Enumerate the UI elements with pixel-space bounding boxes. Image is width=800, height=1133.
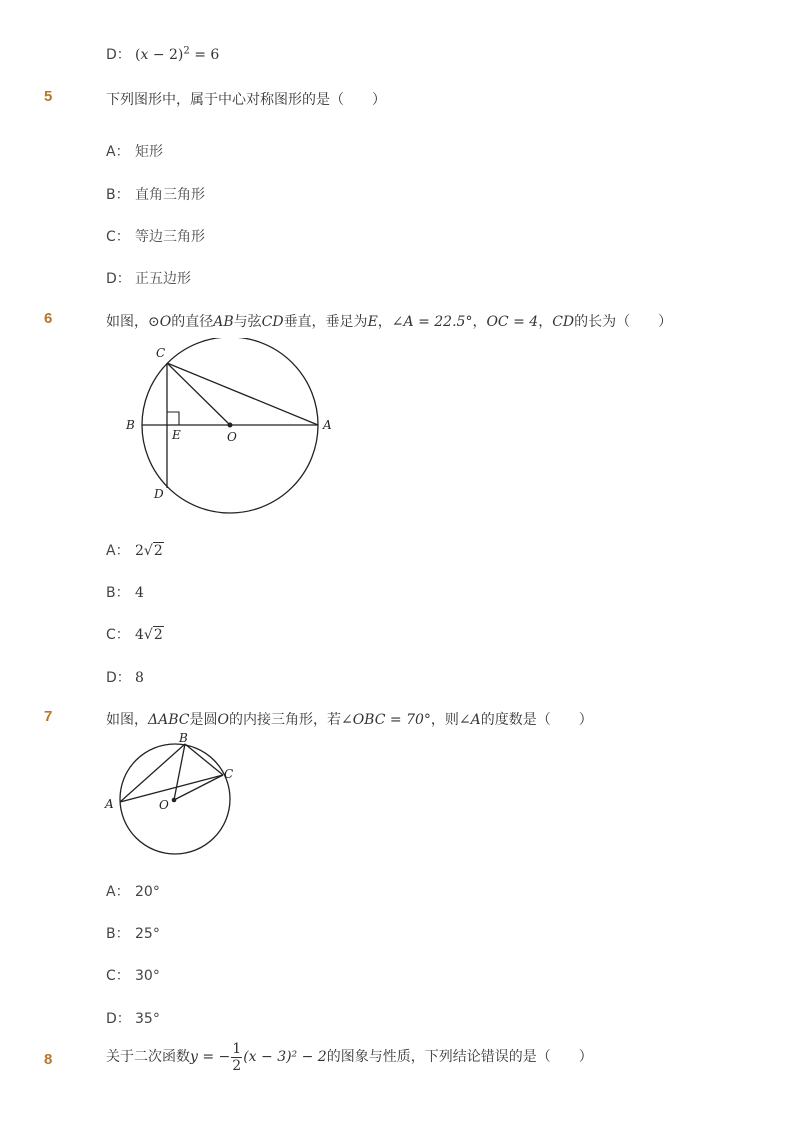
stem-text: 如图， [106,314,148,330]
option-key: A： [106,144,130,160]
stem-text: 的长为（ ） [574,314,673,330]
option-text: 正五边形 [135,271,191,287]
stem-math: E [367,314,378,330]
option-text: 4 [135,585,144,601]
option-key: D： [106,1011,131,1027]
label-b: B [126,418,135,432]
q6-option-b [106,582,144,602]
option-text: 20° [135,884,160,900]
segment-oc [174,775,223,800]
question-5-stem: 下列图形中，属于中心对称图形的是（ ） [106,92,386,108]
right-angle-mark [167,412,179,425]
stem-text: ， [538,314,553,330]
label-a: A [323,418,332,432]
option-text: 35° [135,1011,160,1027]
stem-text: 如图， [106,712,148,728]
option-formula: 2√2 [135,543,163,559]
segment-ac [167,363,318,425]
question-7-stem [106,709,593,729]
stem-math: ∠A [458,712,481,728]
option-text: 25° [135,926,160,942]
question-number-8: 8 [44,1051,53,1068]
option-key: D： [106,47,131,63]
coefficient: 4 [135,627,144,643]
stem-math: ΔABC [148,712,190,728]
segment-oc [167,363,230,425]
stem-text: ，则 [430,712,459,728]
label-b: B [179,731,188,745]
label-d: D [154,487,164,501]
option-text: 等边三角形 [135,229,205,245]
question-number-6: 6 [44,310,53,327]
question-number-5: 5 [44,88,53,105]
stem-math: CD [261,314,284,330]
coefficient: 2 [135,543,144,559]
q7-circle-figure [100,730,250,860]
question-number-7: 7 [44,708,53,725]
q6-option-d [106,667,144,687]
question-6-stem [106,311,672,331]
q5-option-b [106,184,205,204]
option-key: C： [106,229,130,245]
option-key: C： [106,627,130,643]
stem-math: (x − 3)² − 2 [243,1049,327,1065]
q7-option-c [106,965,160,985]
option-key: B： [106,187,130,203]
question-8-stem [106,1040,593,1074]
option-key: B： [106,585,130,601]
stem-math: OC = 4 [486,314,539,330]
radicand: 2 [153,543,163,559]
q7-option-a [106,881,160,901]
stem-math: y = − [190,1049,231,1065]
option-key: C： [106,968,130,984]
label-o: O [159,798,169,812]
label-a: A [105,797,114,811]
q6-circle-figure [120,338,350,518]
q7-option-d [106,1008,160,1028]
option-key: B： [106,926,130,942]
fraction-denominator: 2 [232,1057,242,1074]
option-text: 直角三角形 [135,187,205,203]
radicand: 2 [153,627,163,643]
q6-option-a [106,540,164,560]
label-c: C [224,767,234,781]
stem-text: 的直径 [171,314,214,330]
label-c: C [156,346,166,360]
option-text: 8 [135,670,144,686]
stem-math: ∠OBC = 70° [340,712,431,728]
q5-option-d [106,268,191,288]
stem-text: ， [377,314,392,330]
center-point [172,798,177,803]
fraction [231,1041,242,1074]
stem-math: O [217,712,229,728]
stem-text: ， [472,314,487,330]
option-text: 矩形 [135,144,163,160]
option-key: D： [106,670,131,686]
stem-math: ⊙O [148,314,172,330]
stem-text: 垂直，垂足为 [283,314,368,330]
segment-bc [185,744,223,775]
q5-option-a [106,141,163,161]
stem-math: ∠A = 22.5° [391,314,473,330]
stem-math: CD [552,314,575,330]
center-point [228,423,233,428]
option-text: 30° [135,968,160,984]
stem-text: 关于二次函数 [106,1049,190,1065]
option-formula: $(x - 2)^2 = 6$ [135,45,220,63]
q4-option-d [106,44,219,64]
option-key: A： [106,884,130,900]
label-o: O [227,430,237,444]
q6-option-c [106,624,164,644]
fraction-numerator: 1 [232,1040,242,1057]
stem-math: AB [213,314,234,330]
stem-text: 是圆 [189,712,218,728]
stem-text: 的内接三角形，若 [228,712,341,728]
stem-text: 的图象与性质，下列结论错误的是（ ） [326,1049,593,1065]
option-key: A： [106,543,130,559]
stem-text: 与弦 [233,314,262,330]
label-e: E [172,428,181,442]
option-key: D： [106,271,131,287]
q7-option-b [106,923,160,943]
q5-option-c [106,226,205,246]
option-formula: 4√2 [135,627,163,643]
stem-text: 的度数是（ ） [480,712,593,728]
